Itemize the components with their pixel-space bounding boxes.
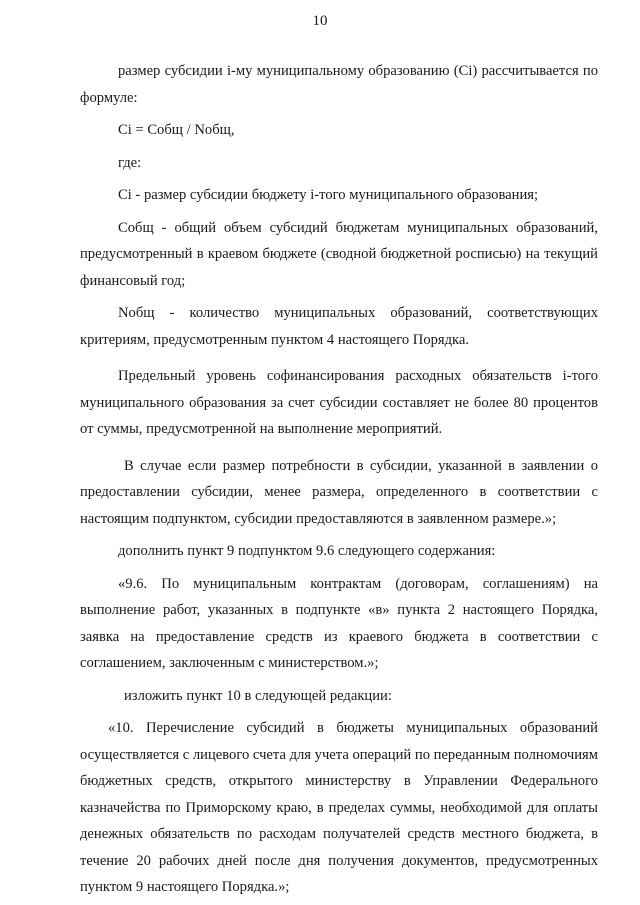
paragraph-cofinancing-level: Предельный уровень софинансирования расходных обязательств i-того муниципального образования за счет субсидии составляет не более 80 процентов от суммы, предусмотренной на выполнение мероприятий.	[80, 368, 598, 437]
paragraph-where: где:	[118, 154, 142, 171]
paragraph-requested-amount: В случае если размер потребности в субсидии, указанной в заявлении о предоставлении субсидии, менее размера, определенного в соответствии с настоящим подпунктом, субсидии предоставляются в заявленном размере.»;	[80, 457, 598, 527]
document-body	[80, 58, 598, 901]
paragraph-amend-point-9: дополнить пункт 9 подпунктом 9.6 следующего содержания:	[118, 543, 496, 559]
paragraph-nobsch-definition: Nобщ - количество муниципальных образований, соответствующих критериям, предусмотренным пунктом 4 настоящего Порядка.	[80, 305, 598, 348]
paragraph-formula-intro: размер субсидии i-му муниципальному образованию (Ci) рассчитывается по формуле:	[80, 63, 598, 106]
paragraph-formula: Ci = Cобщ / Nобщ,	[118, 122, 235, 138]
page-number: 10	[312, 13, 328, 29]
paragraph-subpoint-9-6: «9.6. По муниципальным контрактам (договорам, соглашениям) на выполнение работ, указанных в подпункте «в» пункта 2 настоящего Порядка, заявка на предоставление средств из краевого бюджета в соответствии с соглашением, заключенным с министерством.»;	[80, 575, 598, 671]
paragraph-cobsch-definition: Cобщ - общий объем субсидий бюджетам муниципальных образований, предусмотренный в краевом бюджете (сводной бюджетной росписью) на текущий финансовый год;	[80, 219, 598, 289]
paragraph-restate-point-10: изложить пункт 10 в следующей редакции:	[124, 687, 392, 704]
paragraph-point-10: «10. Перечисление субсидий в бюджеты муниципальных образований осуществляется с лицевого счета для учета операций по переданным полномочиям бюджетных средств, открытого министерству в Управлении Федерального казначейства по Приморскому краю, в пределах суммы, необходимой для оплаты денежных обязательств по расходам получателей средств местного бюджета, в течение 20 рабочих дней после дня получения документов, предусмотренных пунктом 9 настоящего Порядка.»;	[80, 720, 598, 895]
paragraph-ci-definition: Ci - размер субсидии бюджету i-того муниципального образования;	[118, 187, 539, 203]
